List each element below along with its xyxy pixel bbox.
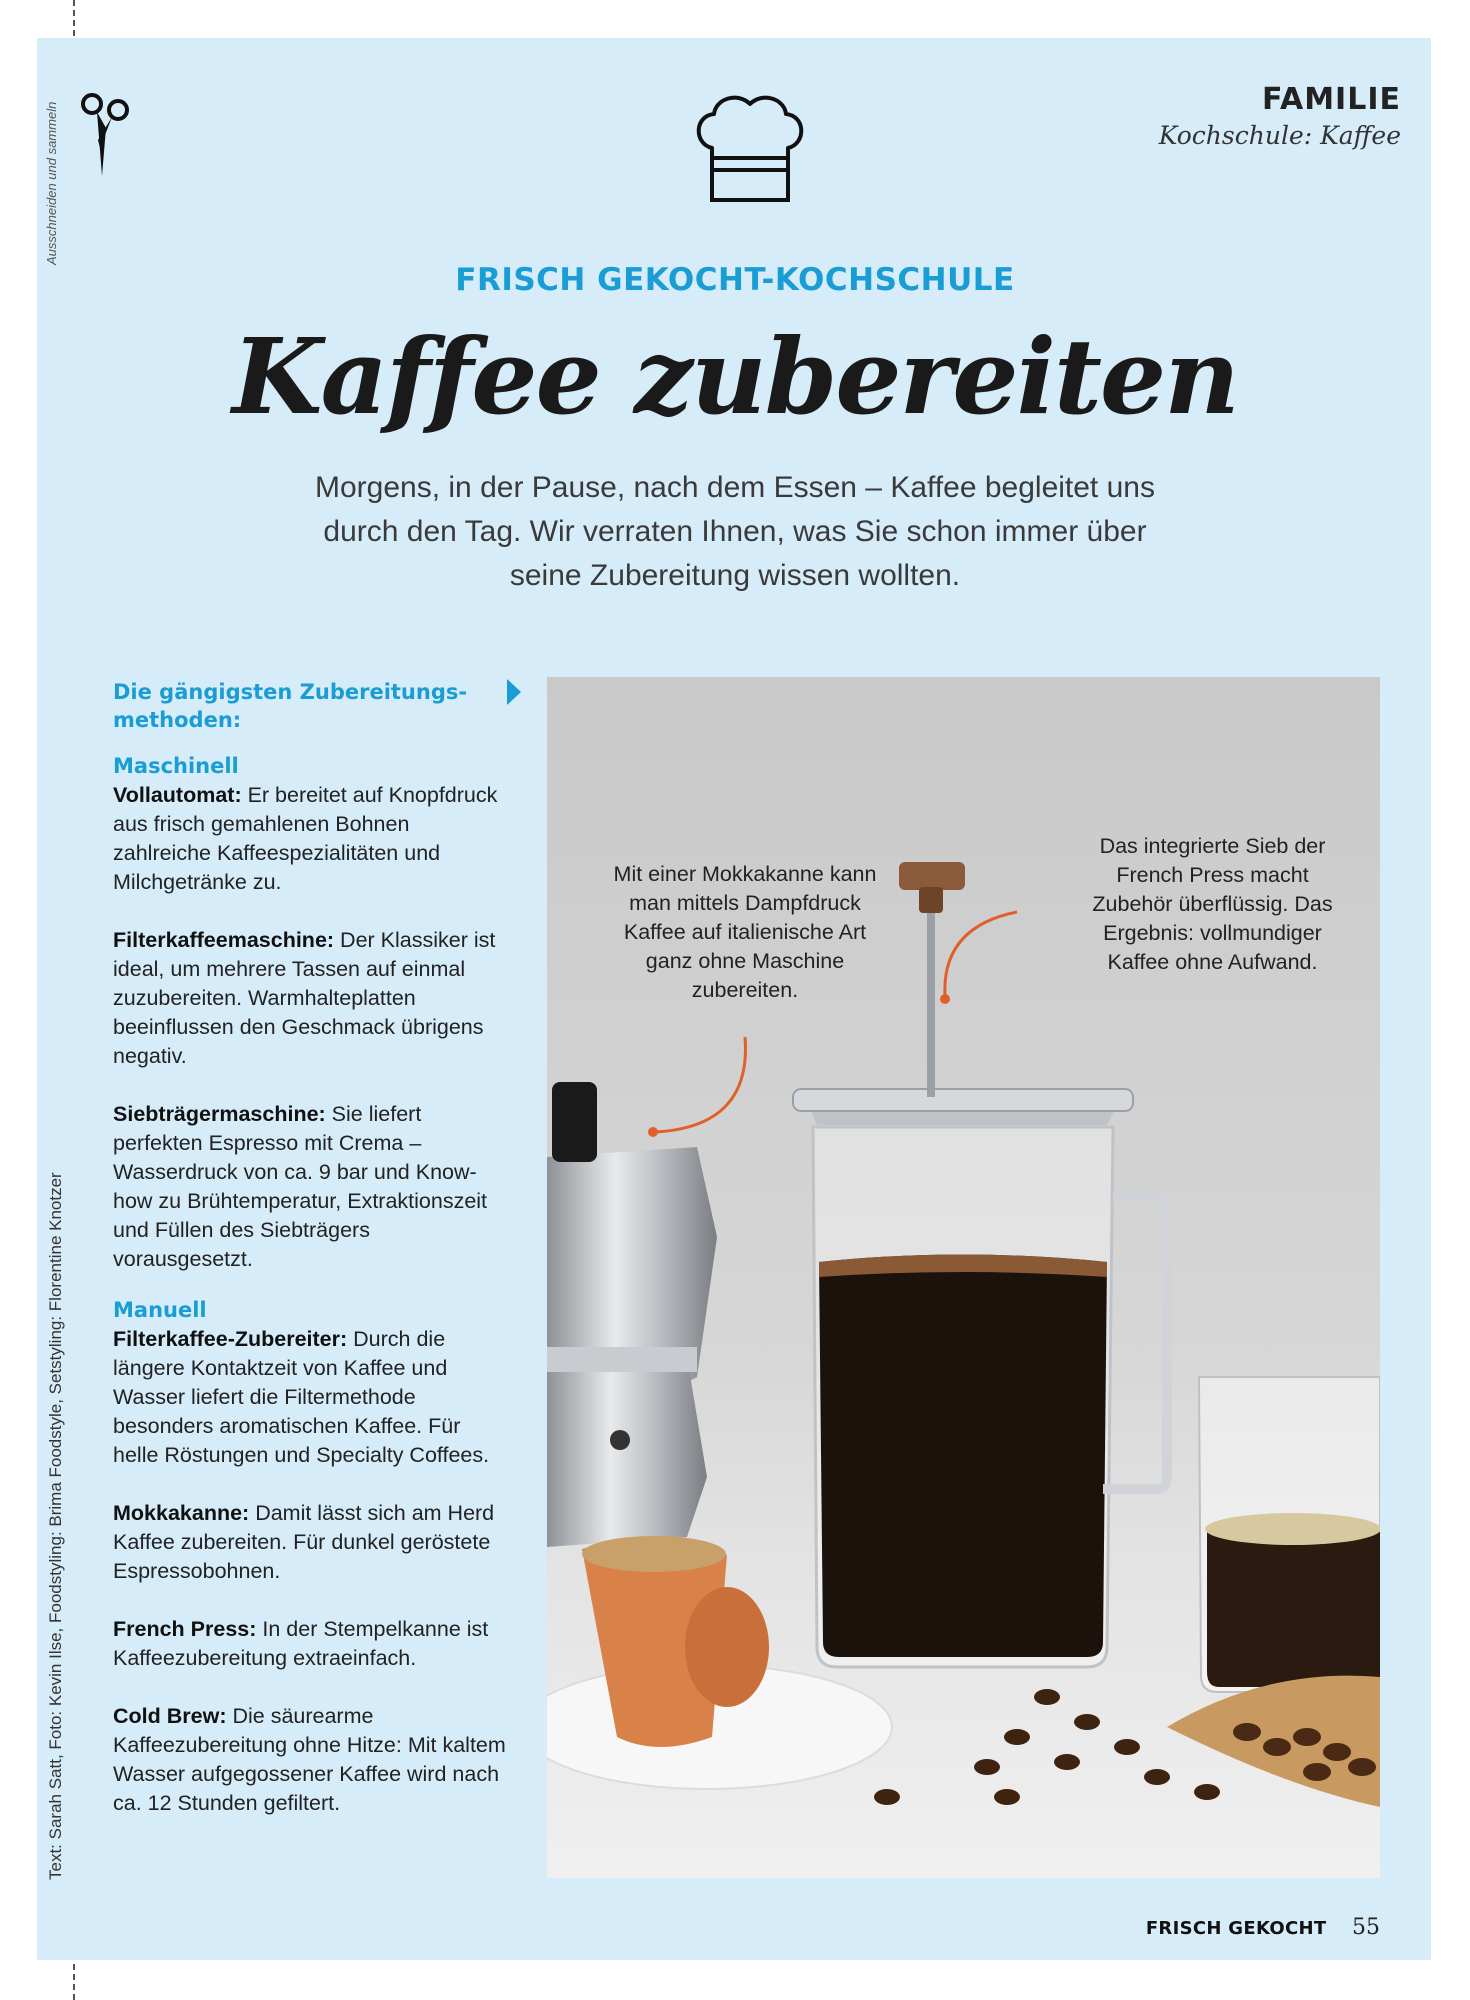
arrow-right-icon xyxy=(505,677,523,707)
kicker: FRISCH GEKOCHT-KOCHSCHULE xyxy=(455,262,1015,298)
method-text: Die säurearme Kaffeezubereitung ohne Hitze: Mit kaltem Wasser aufgegossener Kaffee wird nach ca. 12 Stunden gefiltert. xyxy=(113,1704,506,1815)
pointer-dot xyxy=(940,994,950,1004)
method-term: Mokkakanne: xyxy=(113,1501,250,1525)
method-text: Durch die längere Kontaktzeit von Kaffee und Wasser liefert die Filtermethode besonders aromatischen Kaffee. Für helle Röstungen und Specialty Coffees. xyxy=(113,1327,490,1467)
method-text: In der Stempelkanne ist Kaffeezubereitung extraeinfach. xyxy=(113,1617,489,1670)
method-term: Cold Brew: xyxy=(113,1704,227,1728)
method-text: Damit lässt sich am Herd Kaffee zubereiten. Für dunkel geröstete Espressobohnen. xyxy=(113,1501,495,1583)
method-term: French Press: xyxy=(113,1617,257,1641)
pointer-moka xyxy=(655,1037,745,1132)
pointer-dot xyxy=(648,1127,658,1137)
subcategory-label: Kochschule: Kaffee xyxy=(1158,121,1401,150)
photo-credits: Text: Sarah Satt, Foto: Kevin Ilse, Foodstyling: Brima Foodstyle, Setstyling: Florentine Knotzer xyxy=(46,1172,65,1880)
caption-moka: Mit einer Mokkakanne kann man mittels Dampfdruck Kaffee auf italienische Art ganz ohne Maschine zubereiten. xyxy=(613,862,877,1002)
method-item xyxy=(113,926,508,1071)
chef-hat-icon xyxy=(690,88,810,208)
method-term: Filterkaffee-Zubereiter: xyxy=(113,1327,348,1351)
method-text: Der Klassiker ist ideal, um mehrere Tassen auf einmal zuzubereiten. Warmhalteplatten beeinflussen den Geschmack übrigens negativ. xyxy=(113,928,496,1068)
section-label xyxy=(1159,82,1401,150)
method-term: Siebträgermaschine: xyxy=(113,1102,326,1126)
manual-heading: Manuell xyxy=(113,1298,207,1322)
method-text: Sie liefert perfekten Espresso mit Crema – Wasserdruck von ca. 9 bar und Know-how zu Brühtemperatur, Extraktionszeit und Füllen des Siebträgers vorausgesetzt. xyxy=(113,1102,488,1271)
caption-french-press: Das integrierte Sieb der French Press macht Zubehör überflüssig. Das Ergebnis: vollmundiger Kaffee ohne Aufwand. xyxy=(1092,834,1333,974)
method-item xyxy=(113,781,508,897)
method-term: Filterkaffeemaschine: xyxy=(113,928,335,952)
method-term: Vollautomat: xyxy=(113,783,242,807)
method-item xyxy=(113,1100,508,1274)
footer xyxy=(1146,1915,1380,1940)
method-item xyxy=(113,1499,508,1586)
method-text: Er bereitet auf Knopfdruck aus frisch gemahlenen Bohnen zahlreiche Kaffeespezialitäten und Milchgetränke zu. xyxy=(113,783,498,894)
cut-note: Ausschneiden und sammeln xyxy=(44,101,59,265)
intro-text: Morgens, in der Pause, nach dem Essen – Kaffee begleitet uns durch den Tag. Wir verraten Ihnen, was Sie schon immer über seine Zubereitung wissen wollten. xyxy=(315,471,1155,592)
coffee-glass xyxy=(1199,1377,1380,1692)
scissors-icon xyxy=(78,88,130,178)
category-label: FAMILIE xyxy=(1261,82,1401,117)
footer-brand: FRISCH GEKOCHT xyxy=(1145,1918,1327,1939)
method-item xyxy=(113,1325,508,1470)
methods-column xyxy=(113,678,508,1847)
methods-heading: Die gängigsten Zubereitungs-methoden: xyxy=(113,680,468,732)
method-item xyxy=(113,1615,508,1673)
page-title: Kaffee zubereiten xyxy=(232,315,1238,438)
pointer-press xyxy=(945,912,1017,995)
method-item xyxy=(113,1702,508,1818)
machine-heading: Maschinell xyxy=(113,754,239,778)
moka-pot xyxy=(547,1082,717,1547)
page-number: 55 xyxy=(1352,1915,1380,1940)
